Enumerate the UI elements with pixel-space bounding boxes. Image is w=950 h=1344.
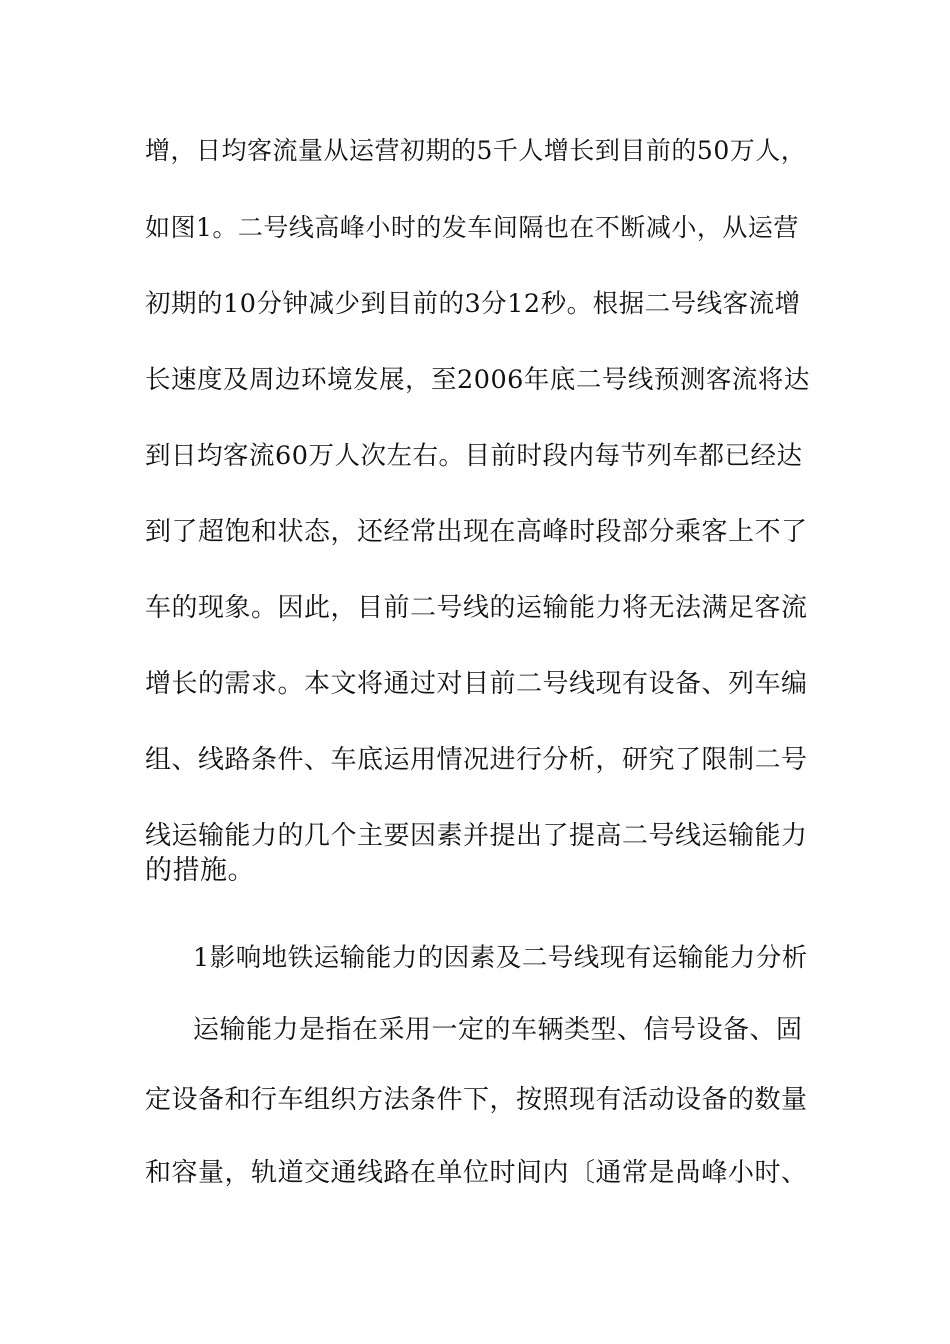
paragraph-line: 长速度及周边环境发展，至2006年底二号线预测客流将达 [145,365,810,395]
paragraph-line: 增长的需求。本文将通过对目前二号线现有设备、列车编 [145,669,808,699]
section-heading: 1影响地铁运输能力的因素及二号线现有运输能力分析 [193,943,808,973]
paragraph-line: 和容量，轨道交通线路在单位时间内〔通常是咼峰小时、 [145,1158,808,1188]
paragraph-line: 到日均客流60万人次左右。目前时段内每节列车都已经达 [145,441,803,471]
paragraph-line: 组、线路条件、车底运用情况进行分析，研究了限制二号 [145,745,808,775]
paragraph-line: 到了超饱和状态，还经常出现在高峰时段部分乘客上不了 [145,517,808,547]
paragraph-line: 增，日均客流量从运营初期的5千人增长到目前的50万人， [145,136,807,165]
paragraph-line: 初期的10分钟减少到目前的3分12秒。根据二号线客流增 [145,289,801,319]
paragraph-line: 线运输能力的几个主要因素并提出了提高二号线运输能力 [145,821,808,851]
paragraph-line: 车的现象。因此，目前二号线的运输能力将无法满足客流 [145,593,808,623]
paragraph-line: 定设备和行车组织方法条件下，按照现有活动设备的数量 [145,1085,808,1115]
paragraph-line: 的措施。 [145,855,255,886]
paragraph-line: 运输能力是指在采用一定的车辆类型、信号设备、固 [193,1015,803,1045]
paragraph-line: 如图1。二号线高峰小时的发车间隔也在不断减小，从运营 [145,213,799,242]
